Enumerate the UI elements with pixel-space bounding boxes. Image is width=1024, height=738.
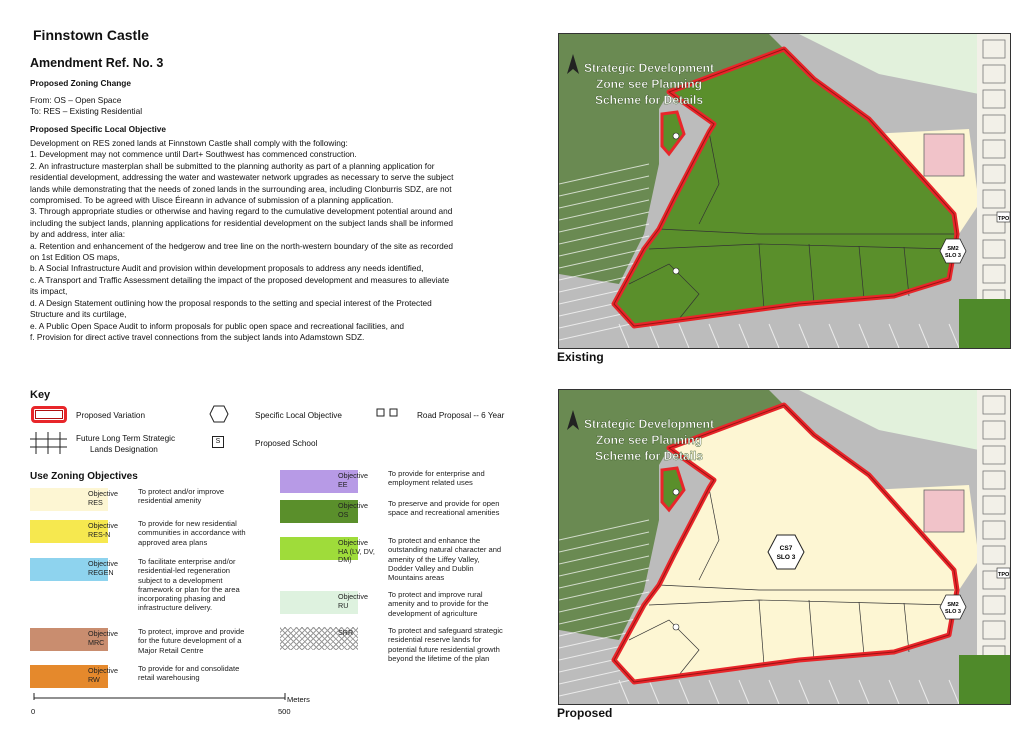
os-corner [959, 655, 1010, 704]
zoning-description-line: Mountains areas [388, 573, 445, 583]
zoning-description [388, 590, 488, 618]
zoning-code [88, 667, 118, 684]
zoning-description-line: To provide for enterprise and [388, 469, 485, 478]
zoning-to: To: RES – Existing Residential [30, 106, 143, 116]
slo-text-line: Structure and its curtilage, [30, 309, 127, 320]
zoning-description-line: residential-led regeneration [138, 566, 231, 576]
retail-block [924, 490, 964, 532]
slo-text-line: 2. An infrastructure masterplan shall be submitted to the planning authority as part of a planning application for [30, 160, 435, 171]
proposed-variation-swatch [31, 406, 67, 423]
zoning-description-line: residential reserve lands for [388, 635, 482, 645]
zoning-description-line: residential amenity [138, 496, 202, 506]
zoning-description-line: To protect and enhance the [388, 536, 481, 545]
zoning-description-line: outstanding natural character and [388, 545, 502, 555]
long-term-strategic-icon [30, 432, 67, 454]
zoning-code [338, 629, 353, 638]
zoning-code [338, 502, 368, 519]
slo-text-line: lands while demonstrating that the needs of zoned lands in the surrounding area, including Clonburris SDZ, are not [30, 183, 452, 194]
zoning-description-line: communities in accordance with [138, 528, 246, 538]
zoning-description-line: for the future development of a [138, 636, 242, 646]
slo-text-line: d. A Design Statement outlining how the proposal responds to the setting and special interest of the Protected [30, 297, 432, 308]
zoning-description [138, 627, 244, 655]
zoning-description-line: amenity of the Liffey Valley, [388, 554, 480, 564]
zoning-description-line: employment related uses [388, 478, 473, 488]
zoning-code [88, 630, 118, 647]
slo-text-line: e. A Public Open Space Audit to inform proposals for public open space and recreational facilities, and [30, 320, 405, 331]
zoning-code [88, 560, 118, 577]
cs7-slo-label: SLO 3 [776, 554, 796, 561]
proposed-school-label: Proposed School [255, 439, 318, 448]
sdz-label: Zone see Planning [595, 433, 703, 447]
zoning-code [338, 472, 368, 489]
zoning-description-line: incorporating phasing and [138, 594, 226, 604]
scale-end: 500 [278, 707, 291, 716]
zoning-code-line: HA (LV, DV, [338, 546, 375, 556]
slo-hexagon-icon [209, 405, 229, 423]
zoning-description [388, 469, 485, 488]
zoning-code-line: Objective [338, 471, 368, 480]
zoning-code-line: RES [88, 497, 103, 507]
zoning-description-line: To preserve and provide for open [388, 499, 500, 508]
key-title: Key [30, 389, 51, 401]
cs7-label: CS7 [779, 545, 793, 552]
long-term-label-1: Future Long Term Strategic [76, 434, 176, 443]
zoning-description-line: subject to a development [138, 575, 223, 585]
road-label: TPO [998, 216, 1010, 222]
zoning-code-line: DM) [338, 555, 352, 564]
road-proposal-label: Road Proposal -- 6 Year [417, 411, 505, 420]
zoning-description-line: infrastructure delivery. [138, 603, 213, 613]
slo-text [30, 138, 550, 343]
retail-block [924, 134, 964, 176]
zoning-description-line: space and recreational amenities [388, 508, 500, 518]
zoning-change-heading: Proposed Zoning Change [30, 78, 131, 88]
long-term-label-2: Lands Designation [90, 445, 158, 454]
slo-small-icon [673, 133, 679, 139]
zoning-description-line: potential future residential growth [388, 644, 500, 654]
zoning-code-line: Objective [338, 538, 368, 547]
sdz-label: Zone see Planning [595, 77, 703, 91]
slo-text-line: by and address, inter alia: [30, 229, 126, 240]
zoning-description-line: framework or plan for the area [138, 584, 240, 594]
zoning-description-line: To provide for new residential [138, 519, 237, 528]
zoning-code [338, 593, 368, 610]
zoning-code-line: REGEN [88, 567, 114, 577]
zoning-description [388, 626, 503, 663]
zoning-description-line: To protect and safeguard strategic [388, 626, 503, 635]
zoning-description [138, 519, 246, 547]
zoning-description-line: amenity and to provide for the [388, 599, 489, 609]
zoning-code [338, 539, 375, 565]
scale-bar [33, 692, 293, 704]
road-proposal-icon [376, 408, 400, 418]
page-title: Finnstown Castle [33, 27, 149, 43]
use-zoning-title: Use Zoning Objectives [30, 471, 138, 482]
slo-text-line: residential development, addressing the water and wastewater network upgrades as necessary to serve the subject [30, 172, 454, 183]
zoning-description-line: To protect, improve and provide [138, 627, 245, 636]
zoning-description-line: To provide for and consolidate [138, 664, 240, 673]
sdz-label: Strategic Development [583, 61, 715, 75]
slo-text-line: c. A Transport and Traffic Assessment detailing the impact of the proposed development and measures to alleviate [30, 274, 450, 285]
zoning-description-line: retail warehousing [138, 673, 200, 683]
zoning-description-line: beyond the lifetime of the plan [388, 653, 490, 663]
sm2-label: SM2 [947, 602, 959, 608]
zoning-description [388, 536, 501, 582]
zoning-code-line: Objective [338, 592, 368, 601]
school-icon: S [212, 436, 224, 448]
zoning-code-line: RU [338, 600, 349, 610]
slo-small-icon [673, 489, 679, 495]
zoning-description [138, 487, 224, 506]
map-existing-label: Existing [557, 350, 604, 364]
road-label: TPO [998, 572, 1010, 578]
sdz-label: Scheme for Details [594, 93, 704, 107]
zoning-code [88, 522, 118, 539]
sm2-slo-label: SLO 3 [945, 609, 961, 615]
slo-text-line: including the subject lands, planning applications for residential development on the subject lands shall be informed [30, 217, 453, 228]
slo-small-icon [673, 624, 679, 630]
scale-start: 0 [31, 707, 36, 716]
zoning-code-line: Objective [88, 666, 118, 675]
zoning-code-line: OS [338, 509, 349, 519]
scale-unit: Meters [287, 695, 310, 704]
amendment-ref: Amendment Ref. No. 3 [30, 56, 164, 70]
slo-key-label: Specific Local Objective [255, 411, 342, 420]
os-corner [959, 299, 1010, 348]
slo-text-line: Development on RES zoned lands at Finnstown Castle shall comply with the following: [30, 138, 348, 148]
zoning-description-line: development of agriculture [388, 608, 478, 618]
zoning-description-line: To protect and/or improve [138, 487, 225, 496]
map-proposed-label: Proposed [557, 706, 613, 720]
zoning-code-line: EE [338, 479, 348, 489]
proposed-variation-label: Proposed Variation [76, 411, 146, 420]
slo-heading: Proposed Specific Local Objective [30, 124, 167, 134]
map-existing[interactable] [558, 33, 1011, 349]
sdz-label: Strategic Development [583, 417, 715, 431]
zoning-code-line: MRC [88, 637, 105, 647]
sm2-label: SM2 [947, 246, 959, 252]
zoning-code-line: RW [88, 674, 100, 684]
slo-text-line: a. Retention and enhancement of the hedgerow and tree line on the north-western boundary of the site as recorded [30, 240, 453, 251]
zoning-description-line: Dodder Valley and Dublin [388, 563, 474, 573]
zoning-description [138, 664, 239, 683]
zoning-description-line: approved area plans [138, 537, 208, 547]
zoning-code-line: RES-N [88, 529, 111, 539]
slo-text-line: b. A Social Infrastructure Audit and provision within development proposals to address any needs identified, [30, 263, 424, 274]
zoning-code-line: SRR [338, 628, 354, 637]
slo-text-line: f. Provision for direct active travel connections from the subject lands into Adamstown SDZ. [30, 331, 365, 342]
zoning-description [138, 557, 240, 613]
sm2-slo-label: SLO 3 [945, 253, 961, 259]
zoning-code-line: Objective [88, 629, 118, 638]
zoning-description-line: Major Retail Centre [138, 645, 204, 655]
slo-text-line: compromised. To be agreed with Uisce Éireann in advance of submission of a planning application. [30, 195, 394, 206]
zoning-description [388, 499, 499, 518]
slo-small-icon [673, 268, 679, 274]
zoning-code-line: Objective [88, 489, 118, 498]
slo-text-line: 3. Through appropriate studies or otherwise and having regard to the cumulative development potential around and [30, 206, 453, 217]
zoning-description-line: To protect and improve rural [388, 590, 483, 599]
slo-text-line: on 1st Edition OS maps, [30, 252, 120, 263]
zoning-code-line: Objective [88, 559, 118, 568]
slo-text-line: its impact, [30, 286, 68, 297]
zoning-code-line: Objective [338, 501, 368, 510]
slo-text-line: 1. Development may not commence until Dart+ Southwest has commenced construction. [30, 149, 357, 160]
map-proposed[interactable] [558, 389, 1011, 705]
zoning-code [88, 490, 118, 507]
zoning-code-line: Objective [88, 521, 118, 530]
sdz-label: Scheme for Details [594, 449, 704, 463]
zoning-from: From: OS – Open Space [30, 95, 122, 105]
zoning-description-line: To facilitate enterprise and/or [138, 557, 236, 566]
